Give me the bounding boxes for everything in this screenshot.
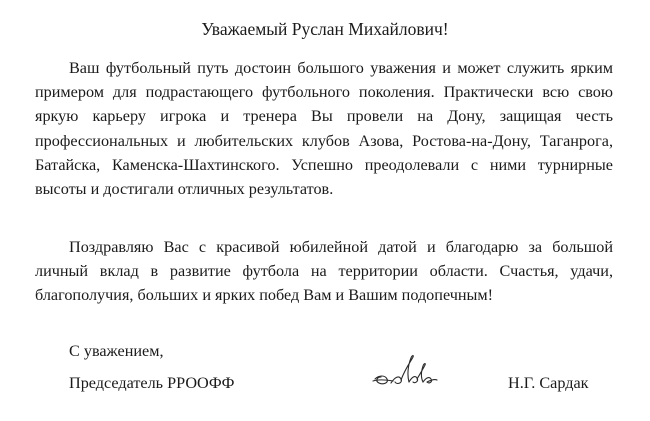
closing-phrase: С уважением,: [69, 342, 164, 360]
handwritten-signature: [365, 349, 445, 397]
paragraph-tribute: Ваш футбольный путь достоин большого уважения и может служить ярким примером для подрастающего футбольного поколения. Практически всю свою яркую карьеру игрока и тренера Вы провели на Дону, защищая честь профессиональных и любительских клубов Азова, Ростова-на-Дону, Таганрога, Батайска, Каменска-Шахтинского. Успешно преодолевали с ними турнирные высоты и достигали отличных результатов.: [35, 59, 613, 199]
paragraph-congratulations: Поздравляю Вас с красивой юбилейной датой и благодарю за большой личный вклад в развитие футбола на территории области. Счастья, удачи, благополучия, больших и ярких побед Вам и Вашим подопечным!: [35, 238, 613, 305]
salutation: Уважаемый Руслан Михайлович!: [201, 19, 449, 39]
signer-name: Н.Г. Сардак: [508, 374, 589, 392]
signature-block: [0, 371, 650, 401]
signer-title: Председатель РРООФФ: [69, 374, 235, 392]
